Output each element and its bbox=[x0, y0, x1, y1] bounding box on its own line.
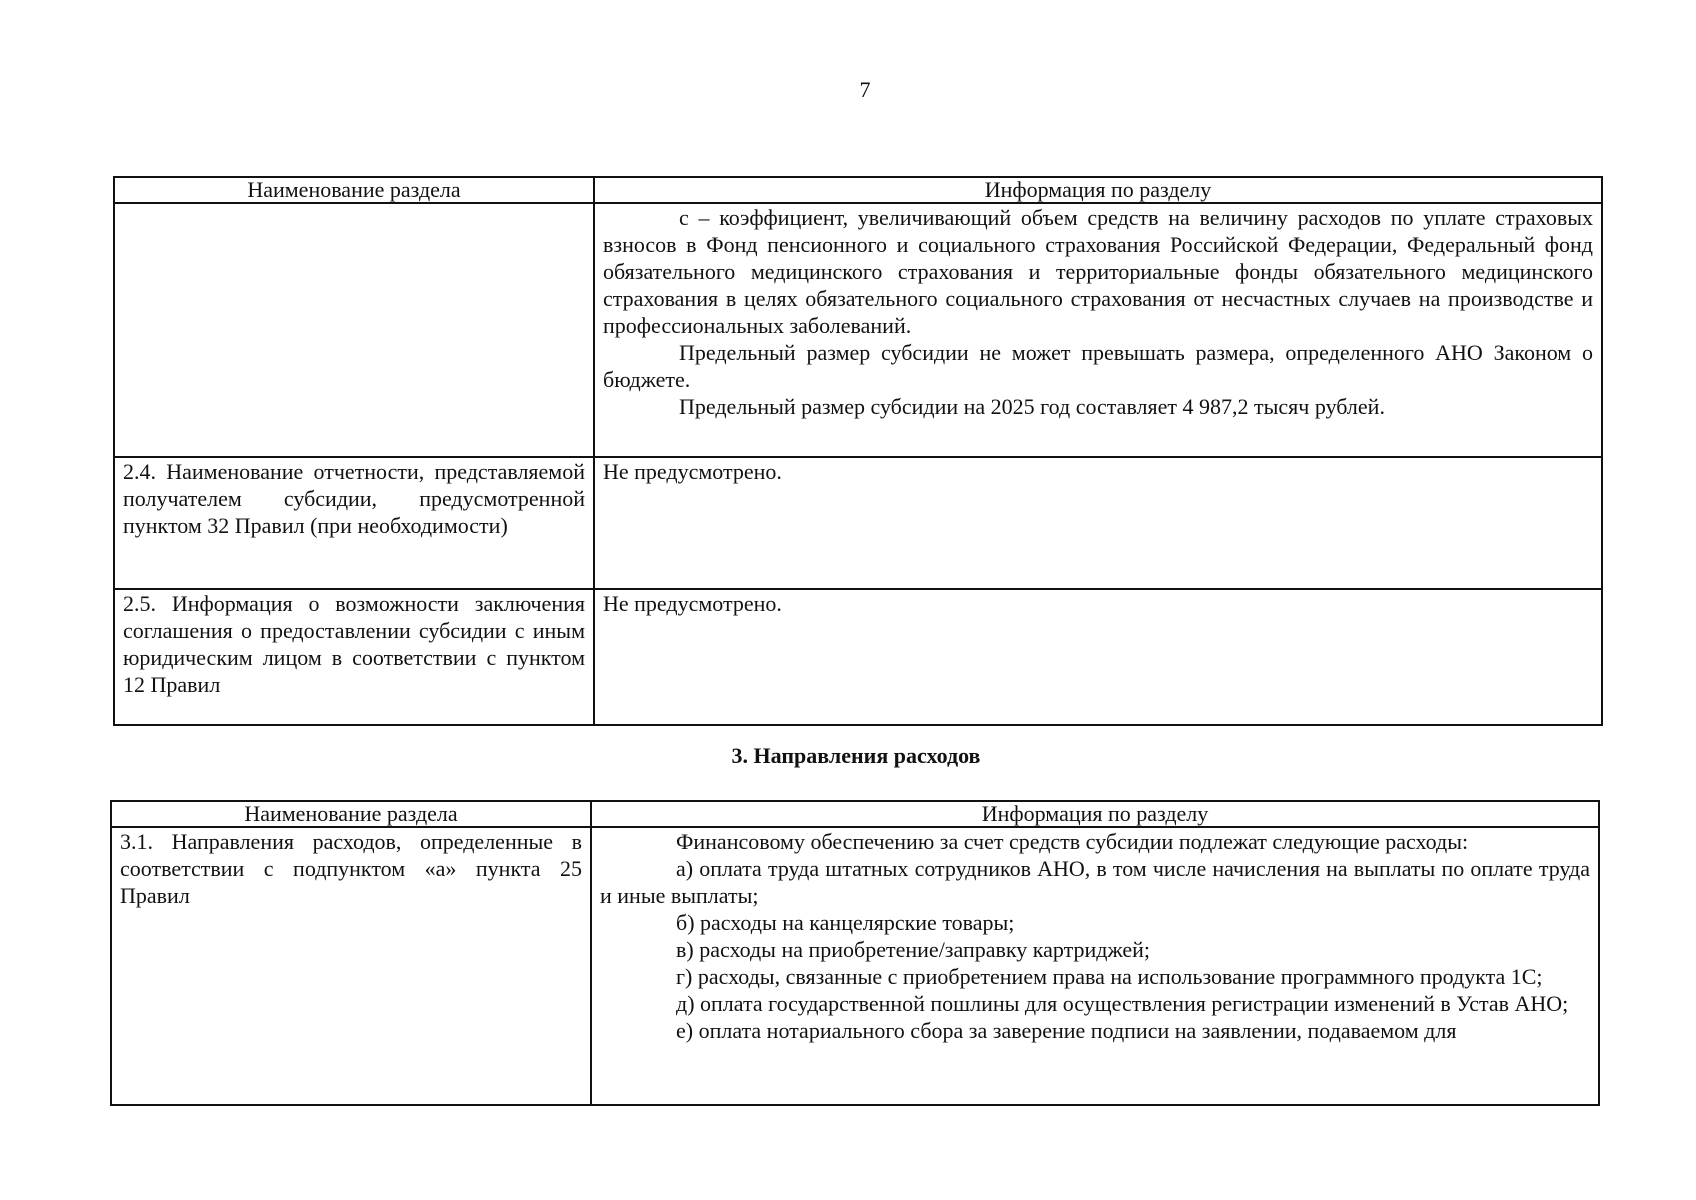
expenses-table bbox=[110, 800, 1600, 1106]
expense-item-v: в) расходы на приобретение/заправку картриджей; bbox=[676, 937, 1151, 962]
expense-item-d: д) оплата государственной пошлины для осуществления регистрации изменений в Устав АНО; bbox=[676, 991, 1569, 1016]
section-3-title: 3. Направления расходов bbox=[731, 743, 981, 768]
limit-2025-paragraph: Предельный размер субсидии на 2025 год составляет 4 987,2 тысяч рублей. bbox=[679, 394, 1385, 419]
row-c-right bbox=[594, 203, 1602, 457]
expenses-intro: Финансовому обеспечению за счет средств субсидии подлежат следующие расходы: bbox=[676, 829, 1469, 854]
limit-paragraph: Предельный размер субсидии не может превышать размера, определенного АНО Законом о бюджете. bbox=[603, 340, 1593, 392]
expense-item-b: б) расходы на канцелярские товары; bbox=[676, 910, 1015, 935]
row-c-left bbox=[114, 203, 594, 457]
header-section-name: Наименование раздела bbox=[114, 177, 594, 203]
header-section-info: Информация по разделу bbox=[594, 177, 1602, 203]
table-row bbox=[114, 589, 1602, 725]
table-row bbox=[114, 457, 1602, 589]
row-2-5-right: Не предусмотрено. bbox=[594, 589, 1602, 725]
expense-item-e: е) оплата нотариального сбора за заверение подписи на заявлении, подаваемом для bbox=[676, 1018, 1457, 1043]
page-number: 7 bbox=[859, 77, 871, 102]
table-header-row bbox=[114, 177, 1602, 203]
expense-item-a: а) оплата труда штатных сотрудников АНО, в том числе начисления на выплаты по оплате труда и иные выплаты; bbox=[600, 856, 1590, 908]
row-3-1-right bbox=[591, 827, 1599, 1105]
table-row bbox=[114, 203, 1602, 457]
row-2-4-right: Не предусмотрено. bbox=[594, 457, 1602, 589]
row-3-1-left: 3.1. Направления расходов, определенные в соответствии с подпунктом «а» пункта 25 Правил bbox=[111, 827, 591, 1105]
table-row bbox=[111, 827, 1599, 1105]
expense-item-g: г) расходы, связанные с приобретением права на использование программного продукта 1С; bbox=[676, 964, 1543, 989]
header-section-name: Наименование раздела bbox=[111, 801, 591, 827]
section-info-table-2 bbox=[113, 176, 1603, 726]
row-2-4-left: 2.4. Наименование отчетности, представляемой получателем субсидии, предусмотренной пунктом 32 Правил (при необходимости) bbox=[114, 457, 594, 589]
coefficient-paragraph: c – коэффициент, увеличивающий объем средств на величину расходов по уплате страховых взносов в Фонд пенсионного и социального страхования Российской Федерации, Федеральный фонд обязательного медицинского страхования и территориальные фонды обязательного медицинского страхования в целях обязательного социального страхования от несчастных случаев на производстве и профессиональных заболеваний. bbox=[603, 205, 1593, 338]
row-2-5-left: 2.5. Информация о возможности заключения соглашения о предоставлении субсидии с иным юридическим лицом в соответствии с пунктом 12 Правил bbox=[114, 589, 594, 725]
table-header-row bbox=[111, 801, 1599, 827]
header-section-info: Информация по разделу bbox=[591, 801, 1599, 827]
